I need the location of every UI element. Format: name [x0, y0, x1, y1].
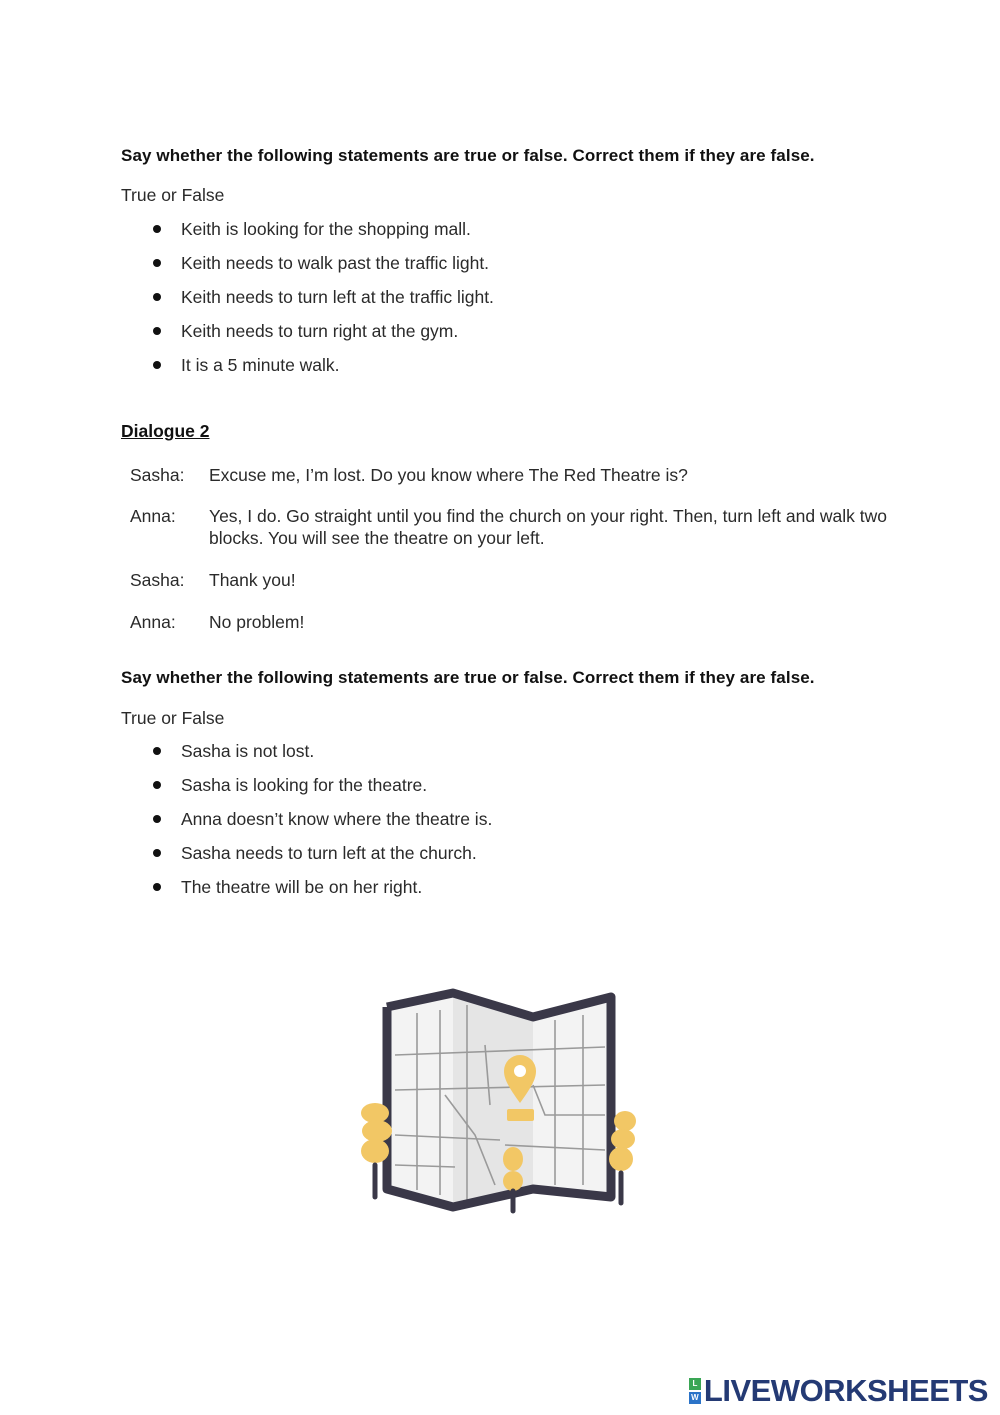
bullet-icon [153, 815, 161, 823]
list-item: Anna doesn’t know where the theatre is. [150, 808, 492, 842]
dialogue-line [130, 611, 890, 633]
list-item: Keith needs to turn left at the traffic light. [150, 286, 494, 320]
bullet-icon [153, 781, 161, 789]
bullet-icon [153, 361, 161, 369]
instruction-section-2: Say whether the following statements are true or false. Correct them if they are false. [121, 668, 815, 687]
speaker-name: Anna: [130, 612, 176, 632]
list-item: Keith is looking for the shopping mall. [150, 218, 494, 252]
list-item: Sasha needs to turn left at the church. [150, 842, 492, 876]
liveworksheets-logo [688, 1375, 988, 1407]
true-false-label-2: True or False [121, 708, 225, 728]
bullet-icon [153, 327, 161, 335]
statement-list-1 [150, 218, 494, 388]
map-with-location-pin-icon [355, 985, 645, 1215]
bullet-icon [153, 293, 161, 301]
bullet-icon [153, 747, 161, 755]
list-item: The theatre will be on her right. [150, 876, 492, 910]
statement-list-2 [150, 740, 492, 910]
bullet-icon [153, 849, 161, 857]
true-false-label-1: True or False [121, 185, 225, 205]
list-item: Keith needs to walk past the traffic light. [150, 252, 494, 286]
dialogue-line [130, 464, 890, 486]
bullet-icon [153, 883, 161, 891]
list-item: Keith needs to turn right at the gym. [150, 320, 494, 354]
logo-text: LIVEWORKSHEETS [703, 1373, 988, 1408]
speaker-name: Sasha: [130, 465, 185, 485]
bullet-icon [153, 259, 161, 267]
instruction-section-1: Say whether the following statements are true or false. Correct them if they are false. [121, 146, 815, 165]
list-item: It is a 5 minute walk. [150, 354, 494, 388]
dialogue-text: Excuse me, I’m lost. Do you know where The Red Theatre is? [209, 465, 688, 485]
dialogue-text: Thank you! [209, 570, 296, 590]
list-item: Sasha is not lost. [150, 740, 492, 774]
dialogue-line [130, 505, 890, 549]
dialogue-text: No problem! [209, 612, 305, 632]
dialogue-line [130, 569, 890, 591]
logo-mark-icon [688, 1377, 702, 1405]
speaker-name: Anna: [130, 506, 176, 526]
list-item: Sasha is looking for the theatre. [150, 774, 492, 808]
dialogue-text: Yes, I do. Go straight until you find the church on your right. Then, turn left and walk two blocks. You will see the theatre on your left. [209, 506, 888, 548]
speaker-name: Sasha: [130, 570, 185, 590]
bullet-icon [153, 225, 161, 233]
dialogue-heading: Dialogue 2 [121, 421, 210, 441]
logo-mark-letter: W [689, 1392, 701, 1404]
logo-mark-letter: L [689, 1378, 701, 1390]
